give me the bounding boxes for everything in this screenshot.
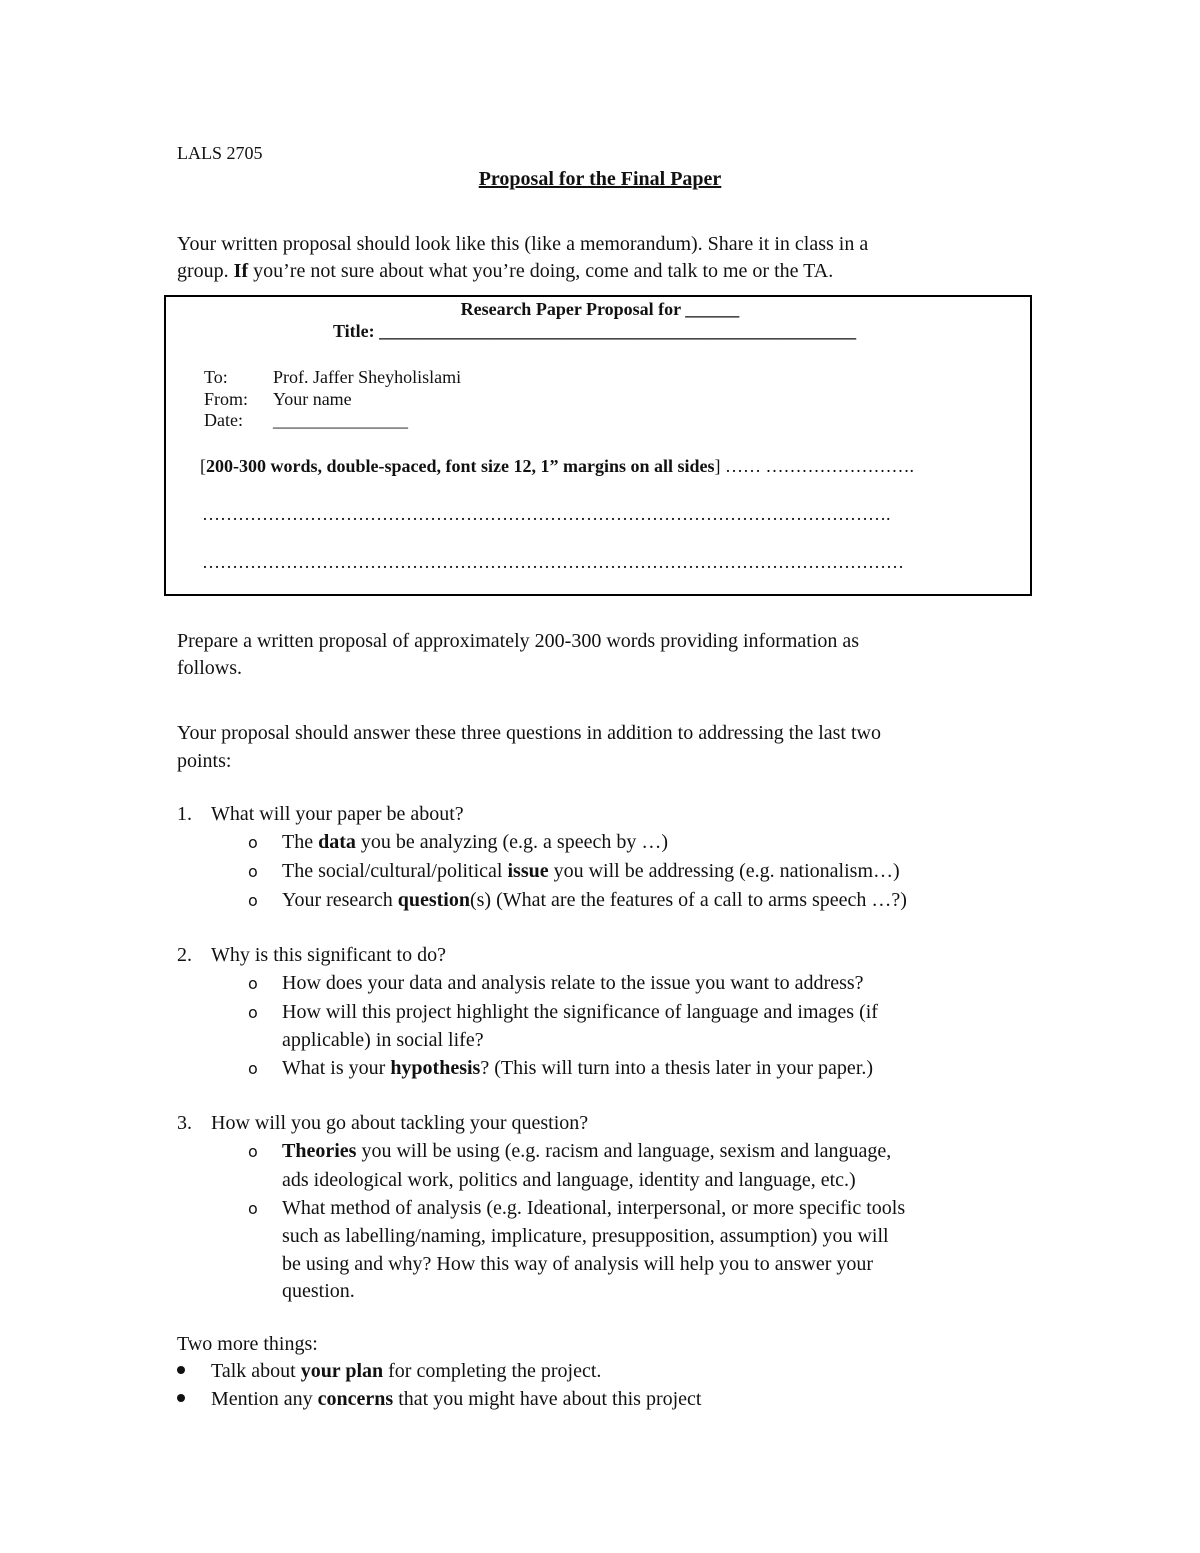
intro-line-1: Your written proposal should look like this (like a memorandum). Share it in class in a (177, 233, 869, 255)
answer-line-2: points: (177, 750, 232, 772)
memo-dots-line-3: ……………………………………………………………………………………………………… (202, 552, 904, 572)
sub-marker-icon: o (248, 1199, 258, 1218)
sub-marker-icon: o (248, 1003, 258, 1022)
answer-line-1: Your proposal should answer these three questions in addition to addressing the last two (177, 722, 881, 744)
sub-item-continuation: such as labelling/naming, implicature, presupposition, assumption) you will (282, 1225, 889, 1247)
sub-item: How will this project highlight the significance of language and images (if (282, 1001, 878, 1023)
more-item: Talk about your plan for completing the project. (211, 1360, 602, 1382)
memo-from-value: Your name (273, 389, 352, 409)
sub-marker-icon: o (248, 891, 258, 910)
sub-marker-icon: o (248, 1142, 258, 1161)
question-text: How will you go about tackling your question? (211, 1112, 589, 1134)
bullet-icon (177, 1394, 185, 1402)
question-text: Why is this significant to do? (211, 944, 446, 966)
memo-date-value: _______________ (273, 410, 408, 430)
intro-line-2: group. If you’re not sure about what you’re doing, come and talk to me or the TA. (177, 260, 834, 282)
memo-title-line: Title: _____________________________________________________ (333, 321, 857, 341)
memo-heading: Research Paper Proposal for ______ (460, 299, 740, 319)
sub-marker-icon: o (248, 974, 258, 993)
sub-item: Theories you will be using (e.g. racism and language, sexism and language, (282, 1140, 892, 1162)
memo-dots-line-2: ……………………………………………………………………………………………………. (202, 504, 891, 524)
course-code: LALS 2705 (177, 143, 263, 163)
memo-to-label: To: (204, 367, 228, 387)
bullet-icon (177, 1366, 185, 1374)
sub-item: The social/cultural/political issue you will be addressing (e.g. nationalism…) (282, 860, 900, 882)
more-item: Mention any concerns that you might have about this project (211, 1388, 702, 1410)
question-number: 3. (177, 1112, 192, 1134)
question-text: What will your paper be about? (211, 803, 464, 825)
memo-from-label: From: (204, 389, 249, 409)
memo-instructions: [200-300 words, double-spaced, font size 12, 1” margins on all sides] …… ……………………. (200, 456, 915, 476)
question-number: 1. (177, 803, 192, 825)
question-number: 2. (177, 944, 192, 966)
prepare-line-2: follows. (177, 657, 242, 679)
more-heading: Two more things: (177, 1333, 318, 1355)
sub-item-continuation: be using and why? How this way of analysis will help you to answer your (282, 1253, 874, 1275)
memo-to-value: Prof. Jaffer Sheyholislami (273, 367, 462, 387)
prepare-line-1: Prepare a written proposal of approximately 200-300 words providing information as (177, 630, 860, 652)
sub-item-continuation: applicable) in social life? (282, 1029, 484, 1051)
sub-item: What is your hypothesis? (This will turn into a thesis later in your paper.) (282, 1057, 874, 1079)
sub-item: What method of analysis (e.g. Ideational, interpersonal, or more specific tools (282, 1197, 906, 1219)
sub-marker-icon: o (248, 833, 258, 852)
sub-marker-icon: o (248, 862, 258, 881)
sub-item-continuation: ads ideological work, politics and language, identity and language, etc.) (282, 1169, 856, 1191)
memo-date-label: Date: (204, 410, 243, 430)
sub-item: Your research question(s) (What are the features of a call to arms speech …?) (282, 889, 907, 911)
sub-item-continuation: question. (282, 1280, 355, 1302)
sub-item: The data you be analyzing (e.g. a speech by …) (282, 831, 668, 853)
sub-item: How does your data and analysis relate to the issue you want to address? (282, 972, 864, 994)
page-title: Proposal for the Final Paper (478, 168, 722, 190)
sub-marker-icon: o (248, 1059, 258, 1078)
